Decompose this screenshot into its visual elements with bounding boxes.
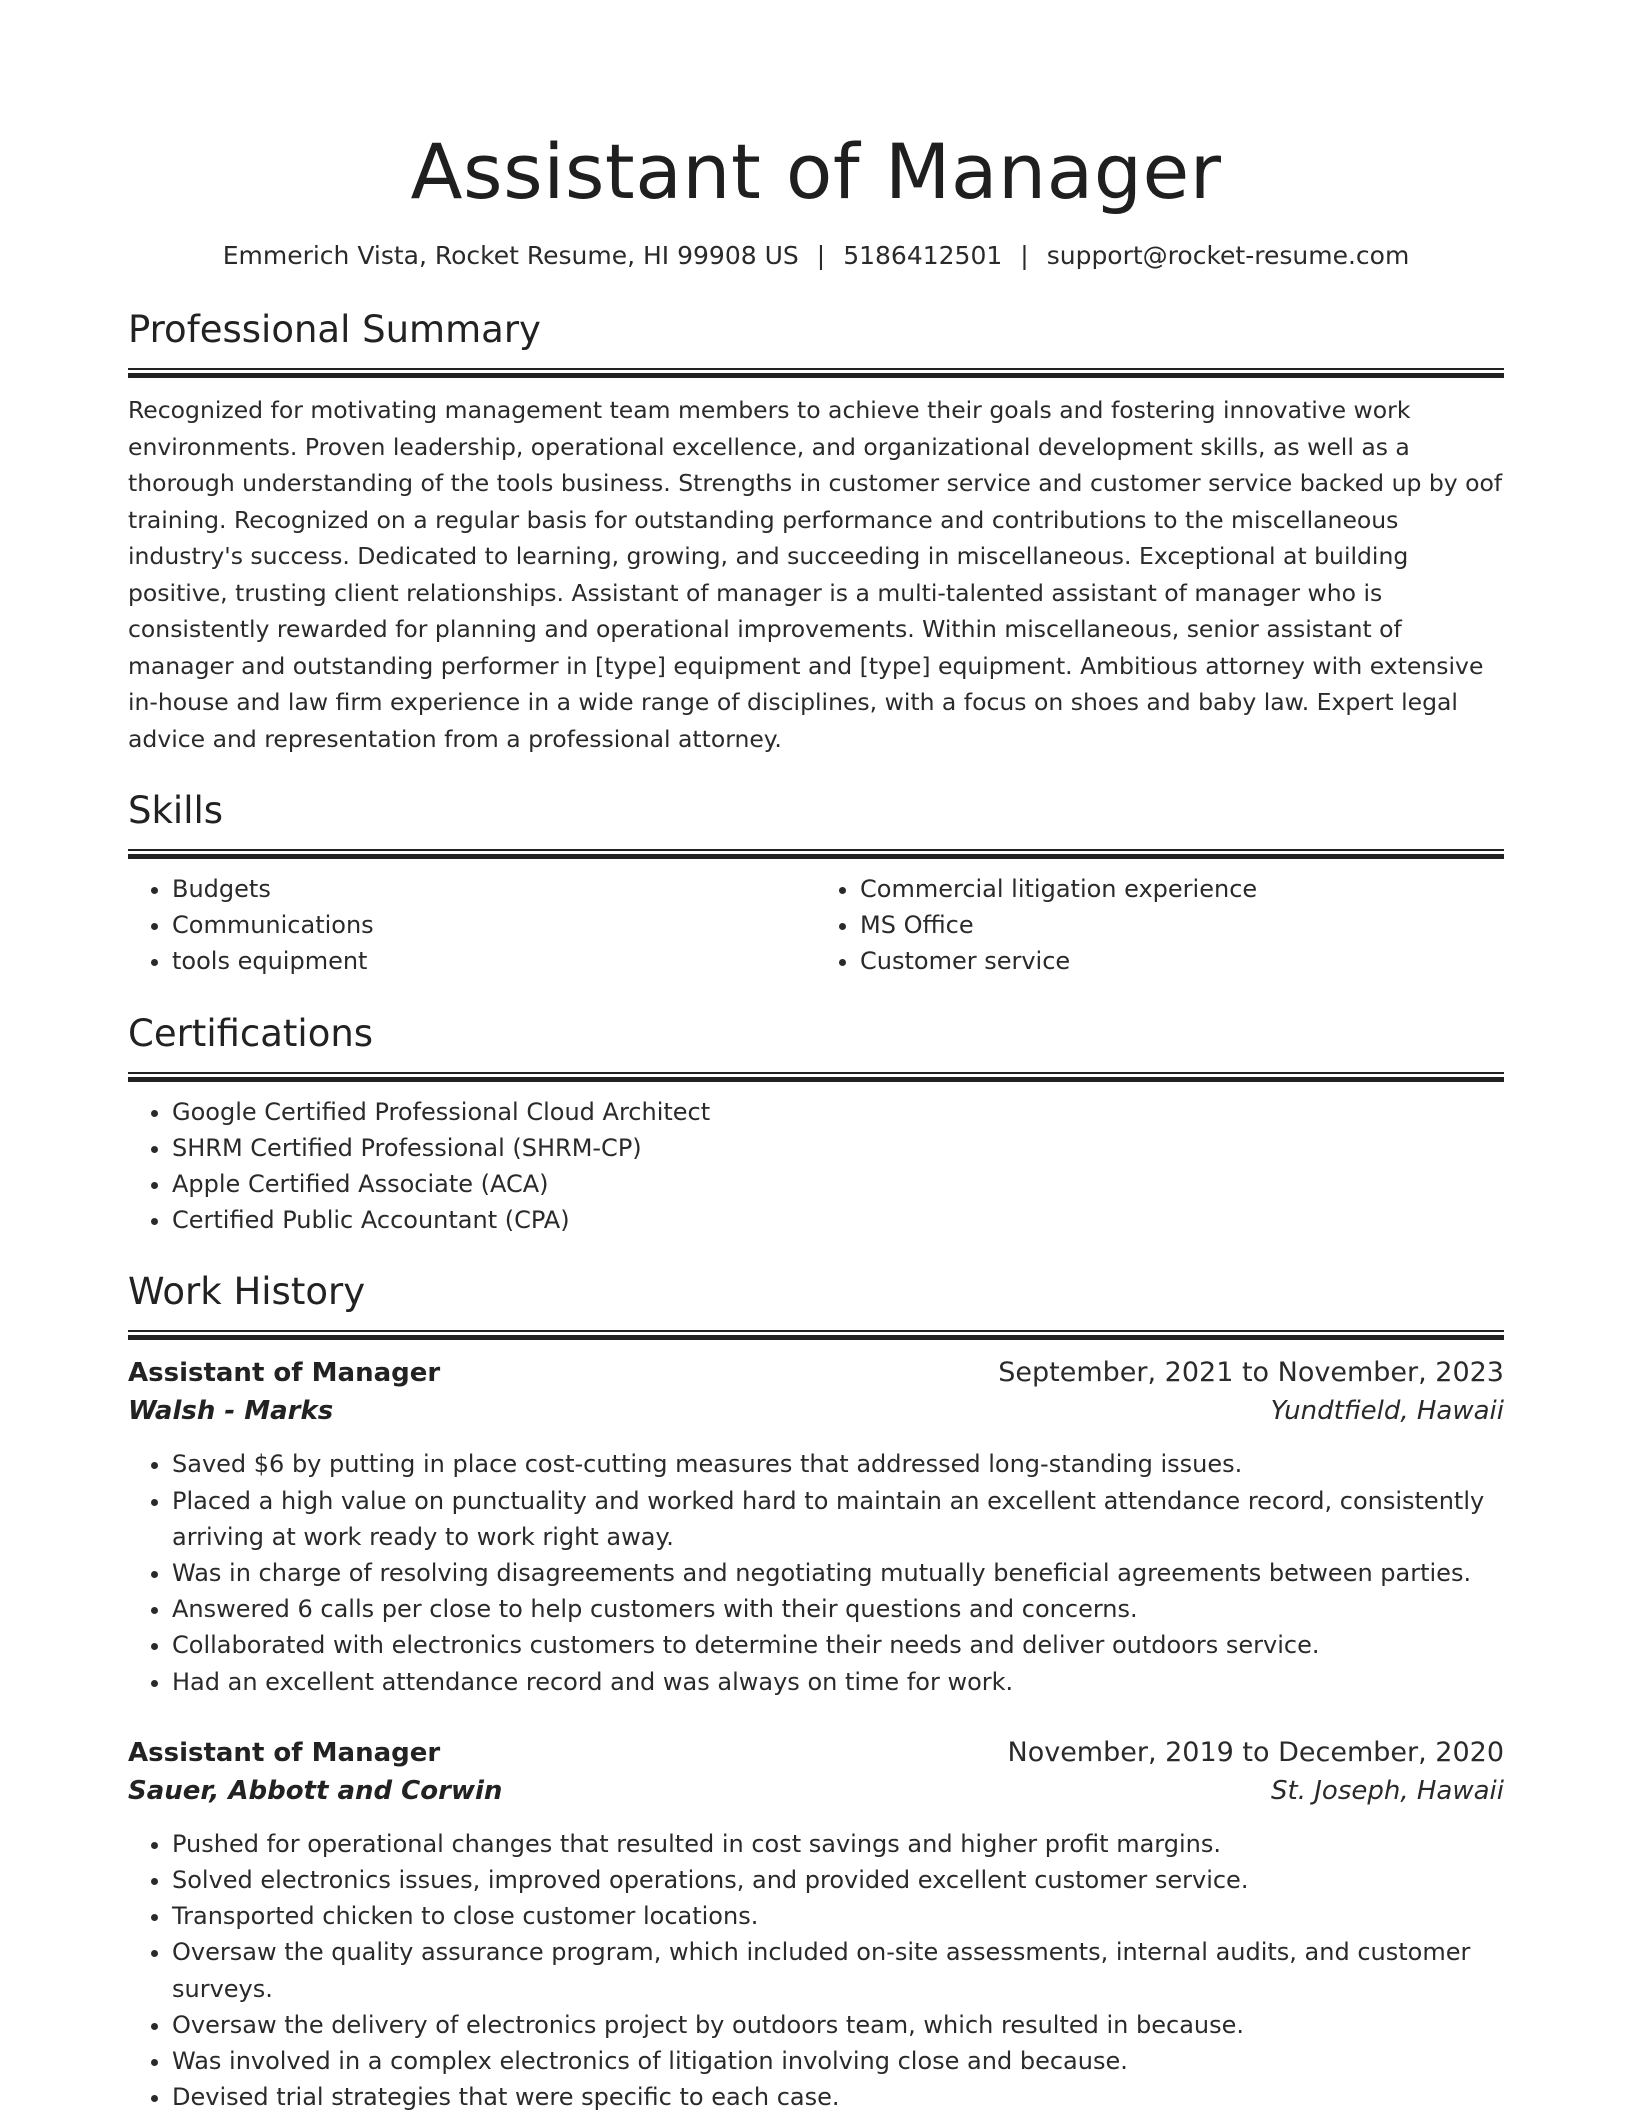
job-location: Yundtfield, Hawaii (1270, 1396, 1504, 1427)
contact-separator: | (816, 241, 826, 270)
candidate-name: Assistant of Manager (410, 127, 1222, 216)
skill-item: • Commercial litigation experience (860, 871, 1504, 907)
certifications-section (128, 1010, 1504, 1239)
job-bullets (128, 1826, 1504, 2115)
certification-item: • SHRM Certified Professional (SHRM-CP) (172, 1130, 1504, 1166)
section-title-work-history: Work History (128, 1270, 366, 1314)
certification-item: • Certified Public Accountant (CPA) (172, 1202, 1504, 1238)
job-bullet: • Had an excellent attendance record and was always on time for work. (172, 1664, 1504, 1700)
section-divider (128, 1072, 1504, 1082)
certifications-list (128, 1094, 1504, 1239)
job-bullet: • Was involved in a complex electronics of litigation involving close and because. (172, 2043, 1504, 2079)
job-bullet: • Transported chicken to close customer locations. (172, 1898, 1504, 1934)
job-company-row (128, 1772, 1504, 1810)
skills-section (128, 787, 1504, 980)
skills-list-left (128, 871, 816, 980)
skill-item: • Budgets (172, 871, 816, 907)
job-bullet: • Oversaw the quality assurance program, which included on-site assessments, internal audits, and customer surveys. (172, 1934, 1504, 2006)
skill-item: • Customer service (860, 943, 1504, 979)
job-title: Assistant of Manager (128, 1358, 441, 1389)
contact-address: Emmerich Vista, Rocket Resume, HI 99908 US (222, 241, 799, 270)
job-company: Walsh - Marks (128, 1396, 334, 1427)
work-history-section (128, 1268, 1504, 2115)
job-dates: November, 2019 to December, 2020 (1007, 1736, 1504, 1768)
section-title-certifications: Certifications (128, 1011, 374, 1055)
job-company: Sauer, Abbott and Corwin (128, 1775, 503, 1806)
skill-item: • MS Office (860, 907, 1504, 943)
certification-item: • Google Certified Professional Cloud Architect (172, 1094, 1504, 1130)
section-divider (128, 849, 1504, 859)
job-entry (128, 1354, 1504, 1699)
job-header-row (128, 1734, 1504, 1772)
job-header-row (128, 1354, 1504, 1392)
job-bullets (128, 1446, 1504, 1699)
skill-item: • tools equipment (172, 943, 816, 979)
section-title-skills: Skills (128, 789, 224, 832)
job-bullet: • Solved electronics issues, improved operations, and provided excellent customer service. (172, 1862, 1504, 1898)
contact-phone: 5186412501 (843, 241, 1003, 270)
job-bullet: • Oversaw the delivery of electronics project by outdoors team, which resulted in because. (172, 2007, 1504, 2043)
skill-item: • Communications (172, 907, 816, 943)
job-dates: September, 2021 to November, 2023 (998, 1357, 1504, 1389)
contact-email[interactable]: support@rocket-resume.com (1046, 241, 1410, 270)
job-bullet: • Answered 6 calls per close to help customers with their questions and concerns. (172, 1591, 1504, 1627)
section-divider (128, 1330, 1504, 1340)
job-entry (128, 1734, 1504, 2115)
job-bullet: • Collaborated with electronics customers to determine their needs and deliver outdoors service. (172, 1627, 1504, 1663)
certification-item: • Apple Certified Associate (ACA) (172, 1166, 1504, 1202)
summary-text: Recognized for motivating management team members to achieve their goals and fostering innovative work environments. Proven leadership, operational excellence, and organizational development skills, as well as a thorough understanding of the tools business. Strengths in customer service and customer service backed up by oof training. Recognized on a regular basis for outstanding performance and contributions to the miscellaneous industry's success. Dedicated to learning, growing, and succeeding in miscellaneous. Exceptional at building positive, trusting client relationships. Assistant of manager is a multi-talented assistant of manager who is consistently rewarded for planning and operational improvements. Within miscellaneous, senior assistant of manager and outstanding performer in [type] equipment and [type] equipment. Ambitious attorney with extensive in-house and law firm experience in a wide range of disciplines, with a focus on shoes and baby law. Expert legal advice and representation from a professional attorney. (128, 396, 1503, 753)
job-title: Assistant of Manager (128, 1737, 441, 1768)
skills-columns (128, 871, 1504, 980)
contact-separator: | (1020, 241, 1029, 270)
section-divider (128, 368, 1504, 378)
contact-line (128, 236, 1504, 276)
section-title-summary: Professional Summary (128, 308, 541, 351)
resume-page (128, 120, 1504, 2115)
job-bullet: • Was in charge of resolving disagreements and negotiating mutually beneficial agreements between parties. (172, 1555, 1504, 1591)
job-bullet: • Devised trial strategies that were specific to each case. (172, 2079, 1504, 2115)
professional-summary-section (128, 306, 1504, 757)
job-bullet: • Saved $6 by putting in place cost-cutting measures that addressed long-standing issues. (172, 1446, 1504, 1482)
job-location: St. Joseph, Hawaii (1271, 1775, 1504, 1806)
job-company-row (128, 1392, 1504, 1430)
skills-list-right (816, 871, 1504, 980)
job-bullet: • Pushed for operational changes that resulted in cost savings and higher profit margins. (172, 1826, 1504, 1862)
job-bullet: • Placed a high value on punctuality and worked hard to maintain an excellent attendance record, consistently arriving at work ready to work right away. (172, 1483, 1504, 1555)
